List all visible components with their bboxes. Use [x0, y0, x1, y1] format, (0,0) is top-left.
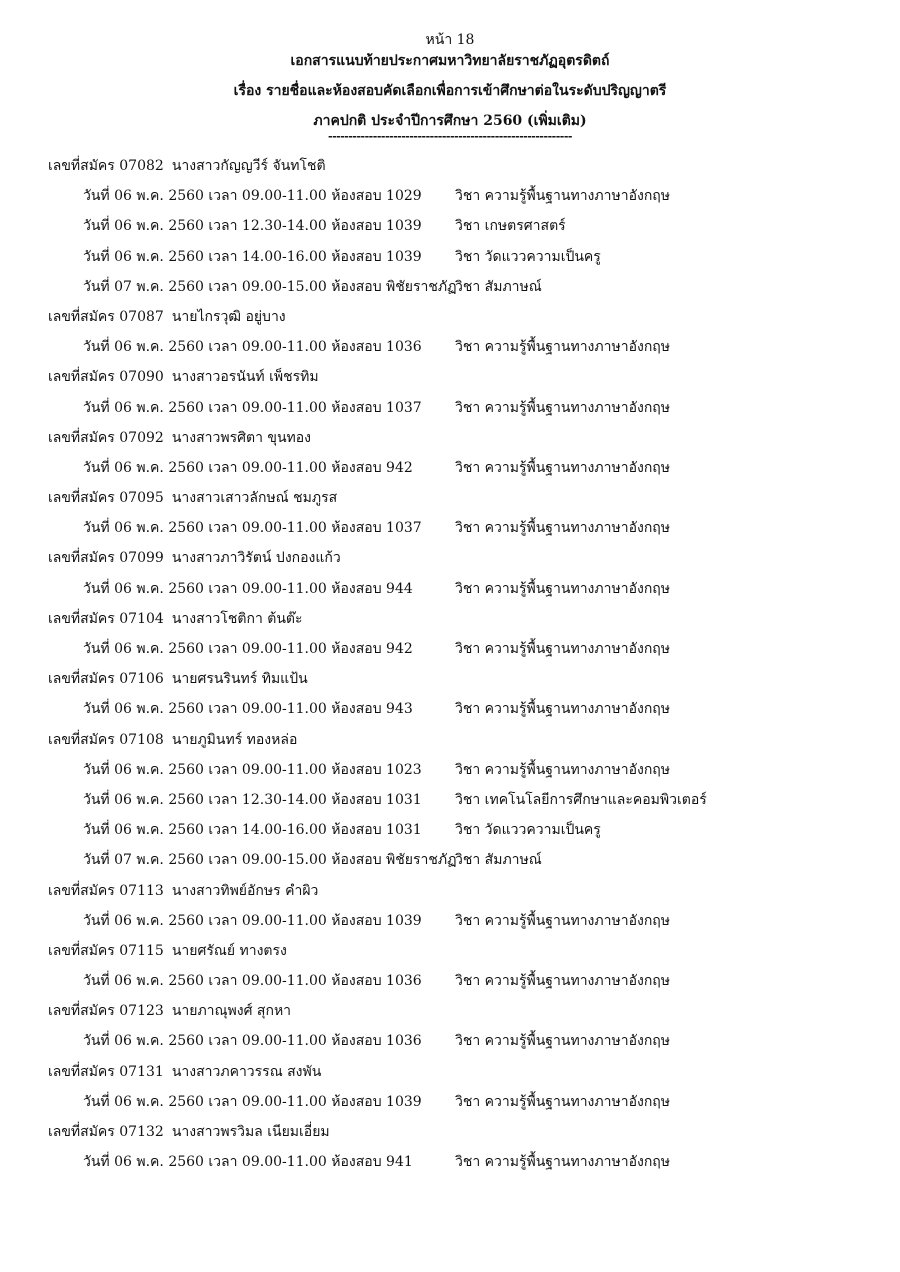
exam-subject: วิชา ความรู้พื้นฐานทางภาษาอังกฤษ [455, 701, 670, 718]
exam-subject: วิชา เทคโนโลยีการศึกษาและคอมพิวเตอร์ [455, 791, 707, 808]
exam-schedule-row [48, 906, 868, 936]
applicant-name: นายศรัณย์ ทางตรง [171, 942, 287, 959]
header-term: ภาคปกติ ประจำปีการศึกษา 2560 (เพิ่มเติม) [313, 113, 587, 129]
applicant-row [48, 302, 868, 332]
exam-schedule-row [48, 634, 868, 664]
exam-datetime-room: วันที่ 06 พ.ค. 2560 เวลา 12.30-14.00 ห้องสอบ 1039 [83, 218, 422, 235]
header-title: เอกสารแนบท้ายประกาศมหาวิทยาลัยราชภัฏอุตรดิตถ์ [290, 53, 610, 69]
application-number: เลขที่สมัคร 07095 [48, 490, 164, 507]
applicant-row [48, 996, 868, 1026]
exam-schedule-row [48, 242, 868, 272]
applicant-name: นางสาวเสาวลักษณ์ ชมภูรส [171, 490, 338, 507]
applicant-row [48, 936, 868, 966]
exam-schedule-row [48, 785, 868, 815]
exam-datetime-room: วันที่ 06 พ.ค. 2560 เวลา 09.00-11.00 ห้องสอบ 1037 [83, 520, 422, 537]
exam-subject: วิชา ความรู้พื้นฐานทางภาษาอังกฤษ [455, 761, 670, 778]
applicant-name: นายศรนรินทร์ ทิมแป้น [171, 671, 308, 688]
exam-datetime-room: วันที่ 06 พ.ค. 2560 เวลา 09.00-11.00 ห้องสอบ 1039 [83, 912, 422, 929]
exam-datetime-room: วันที่ 06 พ.ค. 2560 เวลา 09.00-11.00 ห้องสอบ 1036 [83, 339, 422, 356]
exam-schedule-row [48, 1026, 868, 1056]
application-number: เลขที่สมัคร 07082 [48, 158, 164, 174]
applicant-name: นางสาวภคาวรรณ สงพัน [171, 1063, 322, 1080]
page-number: หน้า 18 [425, 32, 475, 48]
exam-schedule-row [48, 453, 868, 483]
exam-subject: วิชา เกษตรศาสตร์ [455, 218, 566, 235]
header-separator: ------------------------------------------------------------ [328, 130, 572, 143]
applicant-name: นางสาวภาวิรัตน์ ปงกองแก้ว [171, 550, 341, 567]
exam-schedule-row [48, 755, 868, 785]
applicant-name: นางสาวโชติกา ต้นต๊ะ [171, 610, 303, 627]
applicant-row [48, 725, 868, 755]
applicant-row [48, 664, 868, 694]
applicant-row [48, 423, 868, 453]
applicant-row [48, 1117, 868, 1147]
exam-datetime-room: วันที่ 06 พ.ค. 2560 เวลา 14.00-16.00 ห้องสอบ 1031 [83, 822, 422, 839]
exam-datetime-room: วันที่ 07 พ.ค. 2560 เวลา 09.00-15.00 ห้องสอบ พิชัยราชภัฏ [83, 852, 457, 869]
exam-subject: วิชา ความรู้พื้นฐานทางภาษาอังกฤษ [455, 641, 670, 657]
exam-datetime-room: วันที่ 06 พ.ค. 2560 เวลา 09.00-11.00 ห้องสอบ 943 [83, 701, 413, 718]
exam-schedule-row [48, 845, 868, 875]
application-number: เลขที่สมัคร 07087 [48, 308, 164, 325]
exam-subject: วิชา ความรู้พื้นฐานทางภาษาอังกฤษ [455, 580, 670, 597]
applicant-row [48, 1057, 868, 1087]
exam-schedule-row [48, 1147, 868, 1177]
applicant-row [48, 604, 868, 634]
exam-subject: วิชา ความรู้พื้นฐานทางภาษาอังกฤษ [455, 399, 670, 416]
application-number: เลขที่สมัคร 07108 [48, 731, 164, 748]
application-number: เลขที่สมัคร 07106 [48, 671, 164, 688]
application-number: เลขที่สมัคร 07113 [48, 882, 164, 899]
exam-schedule-row [48, 332, 868, 362]
exam-schedule-row [48, 272, 868, 302]
exam-subject: วิชา ความรู้พื้นฐานทางภาษาอังกฤษ [455, 973, 670, 990]
exam-datetime-room: วันที่ 06 พ.ค. 2560 เวลา 09.00-11.00 ห้องสอบ 1023 [83, 761, 422, 778]
exam-subject: วิชา ความรู้พื้นฐานทางภาษาอังกฤษ [455, 188, 670, 205]
applicant-list [48, 151, 868, 1177]
exam-subject: วิชา ความรู้พื้นฐานทางภาษาอังกฤษ [455, 1093, 670, 1110]
exam-schedule-row [48, 966, 868, 996]
exam-subject: วิชา ความรู้พื้นฐานทางภาษาอังกฤษ [455, 1033, 670, 1050]
exam-subject: วิชา สัมภาษณ์ [455, 278, 542, 295]
exam-datetime-room: วันที่ 06 พ.ค. 2560 เวลา 09.00-11.00 ห้องสอบ 1036 [83, 973, 422, 990]
exam-schedule-row [48, 694, 868, 724]
application-number: เลขที่สมัคร 07092 [48, 429, 164, 446]
exam-schedule-row [48, 574, 868, 604]
applicant-name: นางสาวทิพย์อักษร คำผิว [171, 882, 319, 899]
exam-subject: วิชา ความรู้พื้นฐานทางภาษาอังกฤษ [455, 459, 670, 476]
application-number: เลขที่สมัคร 07132 [48, 1124, 164, 1140]
applicant-name: นางสาวพรศิตา ขุนทอง [171, 429, 311, 446]
exam-subject: วิชา ความรู้พื้นฐานทางภาษาอังกฤษ [455, 912, 670, 929]
exam-schedule-row [48, 513, 868, 543]
applicant-row [48, 362, 868, 392]
exam-subject: วิชา ความรู้พื้นฐานทางภาษาอังกฤษ [455, 1154, 670, 1171]
exam-datetime-room: วันที่ 06 พ.ค. 2560 เวลา 09.00-11.00 ห้องสอบ 942 [83, 459, 413, 476]
exam-subject: วิชา สัมภาษณ์ [455, 852, 542, 869]
application-number: เลขที่สมัคร 07131 [48, 1063, 164, 1080]
application-number: เลขที่สมัคร 07099 [48, 550, 164, 567]
exam-schedule-row [48, 1087, 868, 1117]
applicant-row [48, 876, 868, 906]
exam-datetime-room: วันที่ 06 พ.ค. 2560 เวลา 12.30-14.00 ห้องสอบ 1031 [83, 791, 422, 808]
exam-datetime-room: วันที่ 07 พ.ค. 2560 เวลา 09.00-15.00 ห้องสอบ พิชัยราชภัฏ [83, 278, 457, 295]
application-number: เลขที่สมัคร 07104 [48, 610, 164, 627]
application-number: เลขที่สมัคร 07123 [48, 1003, 164, 1020]
applicant-name: นางสาวอรนันท์ เพ็ชรทิม [171, 369, 319, 386]
applicant-row [48, 151, 868, 181]
exam-datetime-room: วันที่ 06 พ.ค. 2560 เวลา 09.00-11.00 ห้องสอบ 941 [83, 1154, 413, 1171]
applicant-row [48, 483, 868, 513]
applicant-name: นายภาณุพงศ์ สุกหา [171, 1003, 292, 1020]
applicant-name: นายภูมินทร์ ทองหล่อ [171, 731, 298, 748]
exam-datetime-room: วันที่ 06 พ.ค. 2560 เวลา 09.00-11.00 ห้องสอบ 942 [83, 641, 413, 657]
exam-schedule-row [48, 181, 868, 211]
exam-datetime-room: วันที่ 06 พ.ค. 2560 เวลา 09.00-11.00 ห้องสอบ 1039 [83, 1093, 422, 1110]
application-number: เลขที่สมัคร 07090 [48, 369, 164, 386]
exam-subject: วิชา วัดแววความเป็นครู [455, 822, 601, 839]
exam-datetime-room: วันที่ 06 พ.ค. 2560 เวลา 09.00-11.00 ห้องสอบ 944 [83, 580, 413, 597]
exam-datetime-room: วันที่ 06 พ.ค. 2560 เวลา 09.00-11.00 ห้องสอบ 1029 [83, 188, 422, 205]
exam-schedule-row [48, 393, 868, 423]
applicant-name: นางสาวกัญญวีร์ จันทโชติ [171, 158, 326, 174]
exam-subject: วิชา วัดแววความเป็นครู [455, 248, 601, 265]
applicant-name: นางสาวพรวิมล เนียมเอี่ยม [171, 1124, 330, 1140]
exam-datetime-room: วันที่ 06 พ.ค. 2560 เวลา 09.00-11.00 ห้องสอบ 1037 [83, 399, 422, 416]
exam-subject: วิชา ความรู้พื้นฐานทางภาษาอังกฤษ [455, 339, 670, 356]
header-subject: เรื่อง รายชื่อและห้องสอบคัดเลือกเพื่อการเข้าศึกษาต่อในระดับปริญญาตรี [233, 83, 667, 99]
exam-schedule-row [48, 211, 868, 241]
exam-datetime-room: วันที่ 06 พ.ค. 2560 เวลา 09.00-11.00 ห้องสอบ 1036 [83, 1033, 422, 1050]
document-header [0, 0, 900, 142]
exam-datetime-room: วันที่ 06 พ.ค. 2560 เวลา 14.00-16.00 ห้องสอบ 1039 [83, 248, 422, 265]
applicant-name: นายไกรวุฒิ อยู่บาง [171, 308, 286, 325]
exam-subject: วิชา ความรู้พื้นฐานทางภาษาอังกฤษ [455, 520, 670, 537]
exam-schedule-row [48, 815, 868, 845]
application-number: เลขที่สมัคร 07115 [48, 942, 164, 959]
applicant-row [48, 543, 868, 573]
